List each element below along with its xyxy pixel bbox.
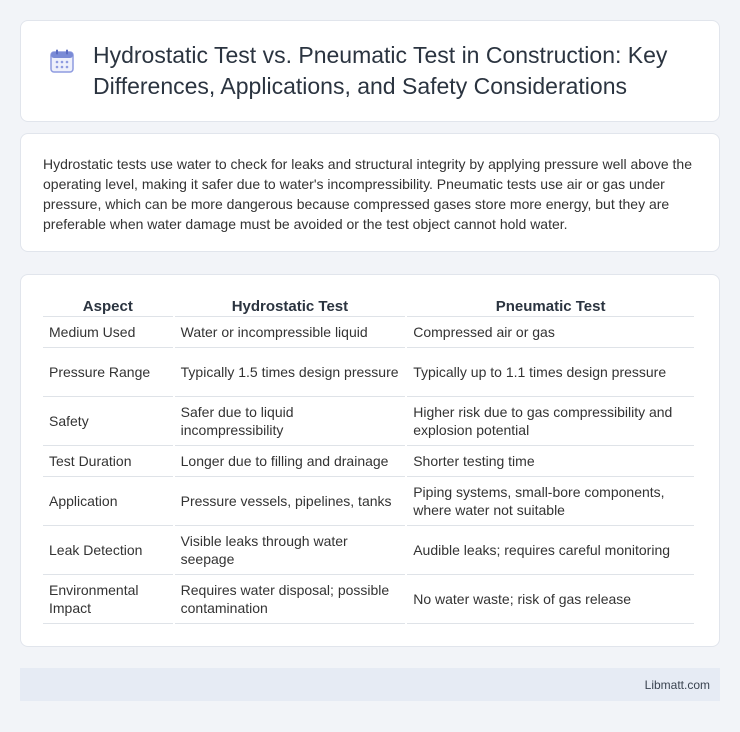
table-row: [43, 477, 694, 526]
row-hydrostatic: Safer due to liquid incompressibility: [175, 397, 406, 446]
table-row: [43, 446, 694, 477]
row-pneumatic: Compressed air or gas: [407, 317, 694, 348]
row-pneumatic: Typically up to 1.1 times design pressure: [407, 348, 694, 397]
row-pneumatic: Audible leaks; requires careful monitoring: [407, 526, 694, 575]
column-header-pneumatic: Pneumatic Test: [407, 295, 694, 317]
row-hydrostatic: Longer due to filling and drainage: [175, 446, 406, 477]
row-aspect: Application: [43, 477, 173, 526]
row-pneumatic: Higher risk due to gas compressibility and explosion potential: [407, 397, 694, 446]
row-aspect: Safety: [43, 397, 173, 446]
page-title: Hydrostatic Test vs. Pneumatic Test in Construction: Key Differences, Applications, and Safety Considerations: [93, 42, 668, 99]
table-row: [43, 348, 694, 397]
row-pneumatic: Piping systems, small-bore components, where water not suitable: [407, 477, 694, 526]
row-aspect: Environmental Impact: [43, 575, 173, 624]
comparison-table-card: [20, 274, 720, 647]
table-row: [43, 397, 694, 446]
row-aspect: Medium Used: [43, 317, 173, 348]
row-aspect: Pressure Range: [43, 348, 173, 397]
footer-site-link[interactable]: Libmatt.com: [644, 677, 710, 692]
title-card: [20, 20, 720, 122]
table-row: [43, 317, 694, 348]
row-hydrostatic: Water or incompressible liquid: [175, 317, 406, 348]
row-aspect: Test Duration: [43, 446, 173, 477]
row-aspect: Leak Detection: [43, 526, 173, 575]
table-row: [43, 575, 694, 624]
comparison-table: [41, 295, 696, 624]
row-hydrostatic: Pressure vessels, pipelines, tanks: [175, 477, 406, 526]
row-hydrostatic: Visible leaks through water seepage: [175, 526, 406, 575]
row-hydrostatic: Typically 1.5 times design pressure: [175, 348, 406, 397]
row-pneumatic: Shorter testing time: [407, 446, 694, 477]
calendar-icon: [49, 48, 75, 74]
table-row: [43, 526, 694, 575]
table-header-row: [43, 295, 694, 317]
column-header-aspect: Aspect: [43, 295, 173, 317]
row-hydrostatic: Requires water disposal; possible contamination: [175, 575, 406, 624]
footer: [20, 668, 720, 701]
summary-card: [20, 133, 720, 252]
column-header-hydrostatic: Hydrostatic Test: [175, 295, 406, 317]
summary-text: Hydrostatic tests use water to check for leaks and structural integrity by applying pressure well above the operating level, making it safer due to water's incompressibility. Pneumatic tests use air or gas under pressure, which can be more dangerous because compressed gases store more energy, but they are preferable when water damage must be avoided or the test object cannot hold water.: [43, 156, 692, 232]
row-pneumatic: No water waste; risk of gas release: [407, 575, 694, 624]
